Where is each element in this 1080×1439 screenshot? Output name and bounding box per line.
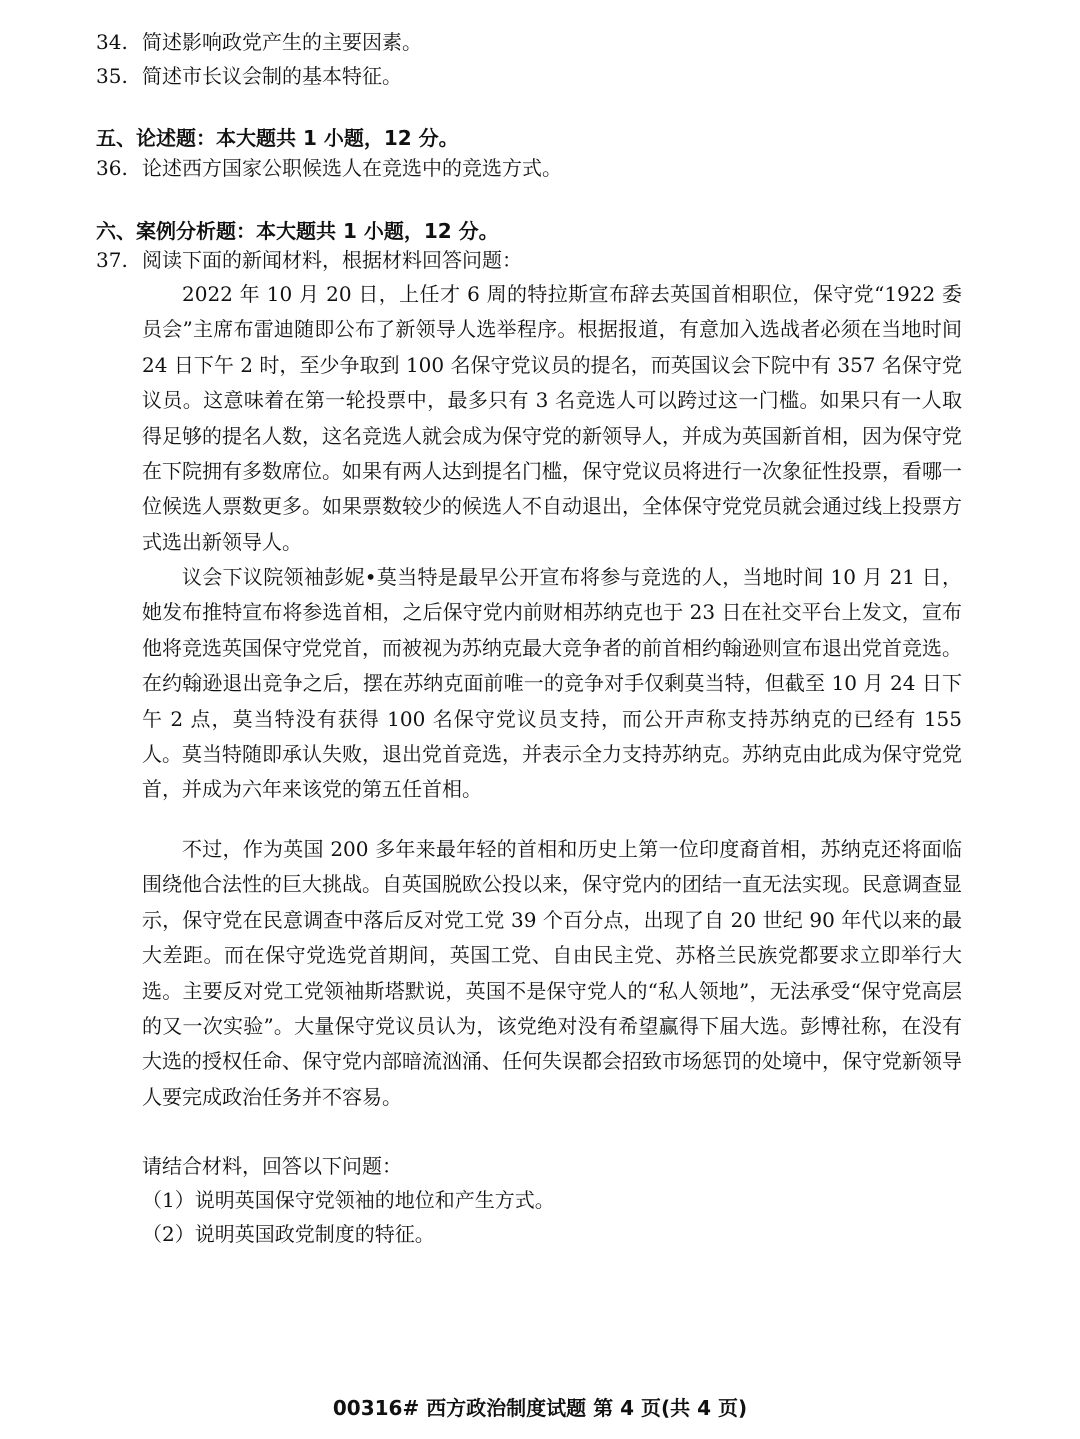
question-34 [96, 27, 422, 57]
subquestion-1: （1）说明英国保守党领袖的地位和产生方式。 [142, 1188, 555, 1212]
question-36 [96, 153, 562, 183]
question-37 [96, 245, 522, 275]
question-number: 35. [96, 64, 128, 88]
subquestion-2: （2）说明英国政党制度的特征。 [142, 1222, 435, 1246]
question-text: 简述市长议会制的基本特征。 [142, 64, 402, 88]
question-text: 论述西方国家公职候选人在竞选中的竞选方式。 [142, 156, 562, 180]
question-number: 34. [96, 30, 128, 54]
question-text: 简述影响政党产生的主要因素。 [142, 30, 422, 54]
case-paragraph-2: 议会下议院领袖彭妮•莫当特是最早公开宣布将参与竞选的人，当地时间 10 月 21 日，她发布推特宣布将参选首相，之后保守党内前财相苏纳克也于 23 日在社交平台上发文，宣布他将竞选英国保守党党首，而被视为苏纳克最大竞争者的前首相约翰逊则宣布退出党首竞选。在约翰逊退出竞争之后，摆在苏纳克面前唯一的竞争对手仅剩莫当特，但截至 10 月 24 日下午 2 点，莫当特没有获得 100 名保守党议员支持，而公开声称支持苏纳克的已经有 155 人。莫当特随即承认失败，退出党首竞选，并表示全力支持苏纳克。苏纳克由此成为保守党党首，并成为六年来该党的第五任首相。 [142, 565, 962, 802]
question-text: 阅读下面的新闻材料，根据材料回答问题： [142, 248, 522, 272]
question-number: 36. [96, 156, 128, 180]
case-paragraph-1: 2022 年 10 月 20 日，上任才 6 周的特拉斯宣布辞去英国首相职位，保守党“1922 委员会”主席布雷迪随即公布了新领导人选举程序。根据报道，有意加入选战者必须在当地时间 24 日下午 2 时，至少争取到 100 名保守党议员的提名，而英国议会下院中有 357 名保守党议员。这意味着在第一轮投票中，最多只有 3 名竞选人可以跨过这一门槛。如果只有一人取得足够的提名人数，这名竞选人就会成为保守党的新领导人，并成为英国新首相，因为保守党在下院拥有多数席位。如果有两人达到提名门槛，保守党议员将进行一次象征性投票，看哪一位候选人票数更多。如果票数较少的候选人不自动退出，全体保守党党员就会通过线上投票方式选出新领导人。 [142, 282, 962, 554]
section-6-heading: 六、案例分析题：本大题共 1 小题，12 分。 [96, 219, 499, 243]
question-35 [96, 61, 402, 91]
page-footer: 00316# 西方政治制度试题 第 4 页(共 4 页) [332, 1396, 748, 1420]
answer-prompt: 请结合材料，回答以下问题： [142, 1154, 402, 1178]
section-5-heading: 五、论述题：本大题共 1 小题，12 分。 [96, 126, 459, 150]
case-paragraph-3: 不过，作为英国 200 多年来最年轻的首相和历史上第一位印度裔首相，苏纳克还将面临围绕他合法性的巨大挑战。自英国脱欧公投以来，保守党内的团结一直无法实现。民意调查显示，保守党在民意调查中落后反对党工党 39 个百分点，出现了自 20 世纪 90 年代以来的最大差距。而在保守党选党首期间，英国工党、自由民主党、苏格兰民族党都要求立即举行大选。主要反对党工党领袖斯塔默说，英国不是保守党人的“私人领地”，无法承受“保守党高层的又一次实验”。大量保守党议员认为，该党绝对没有希望赢得下届大选。彭博社称，在没有大选的授权任命、保守党内部暗流汹涌、任何失误都会招致市场惩罚的处境中，保守党新领导人要完成政治任务并不容易。 [142, 837, 962, 1109]
question-number: 37. [96, 248, 128, 272]
